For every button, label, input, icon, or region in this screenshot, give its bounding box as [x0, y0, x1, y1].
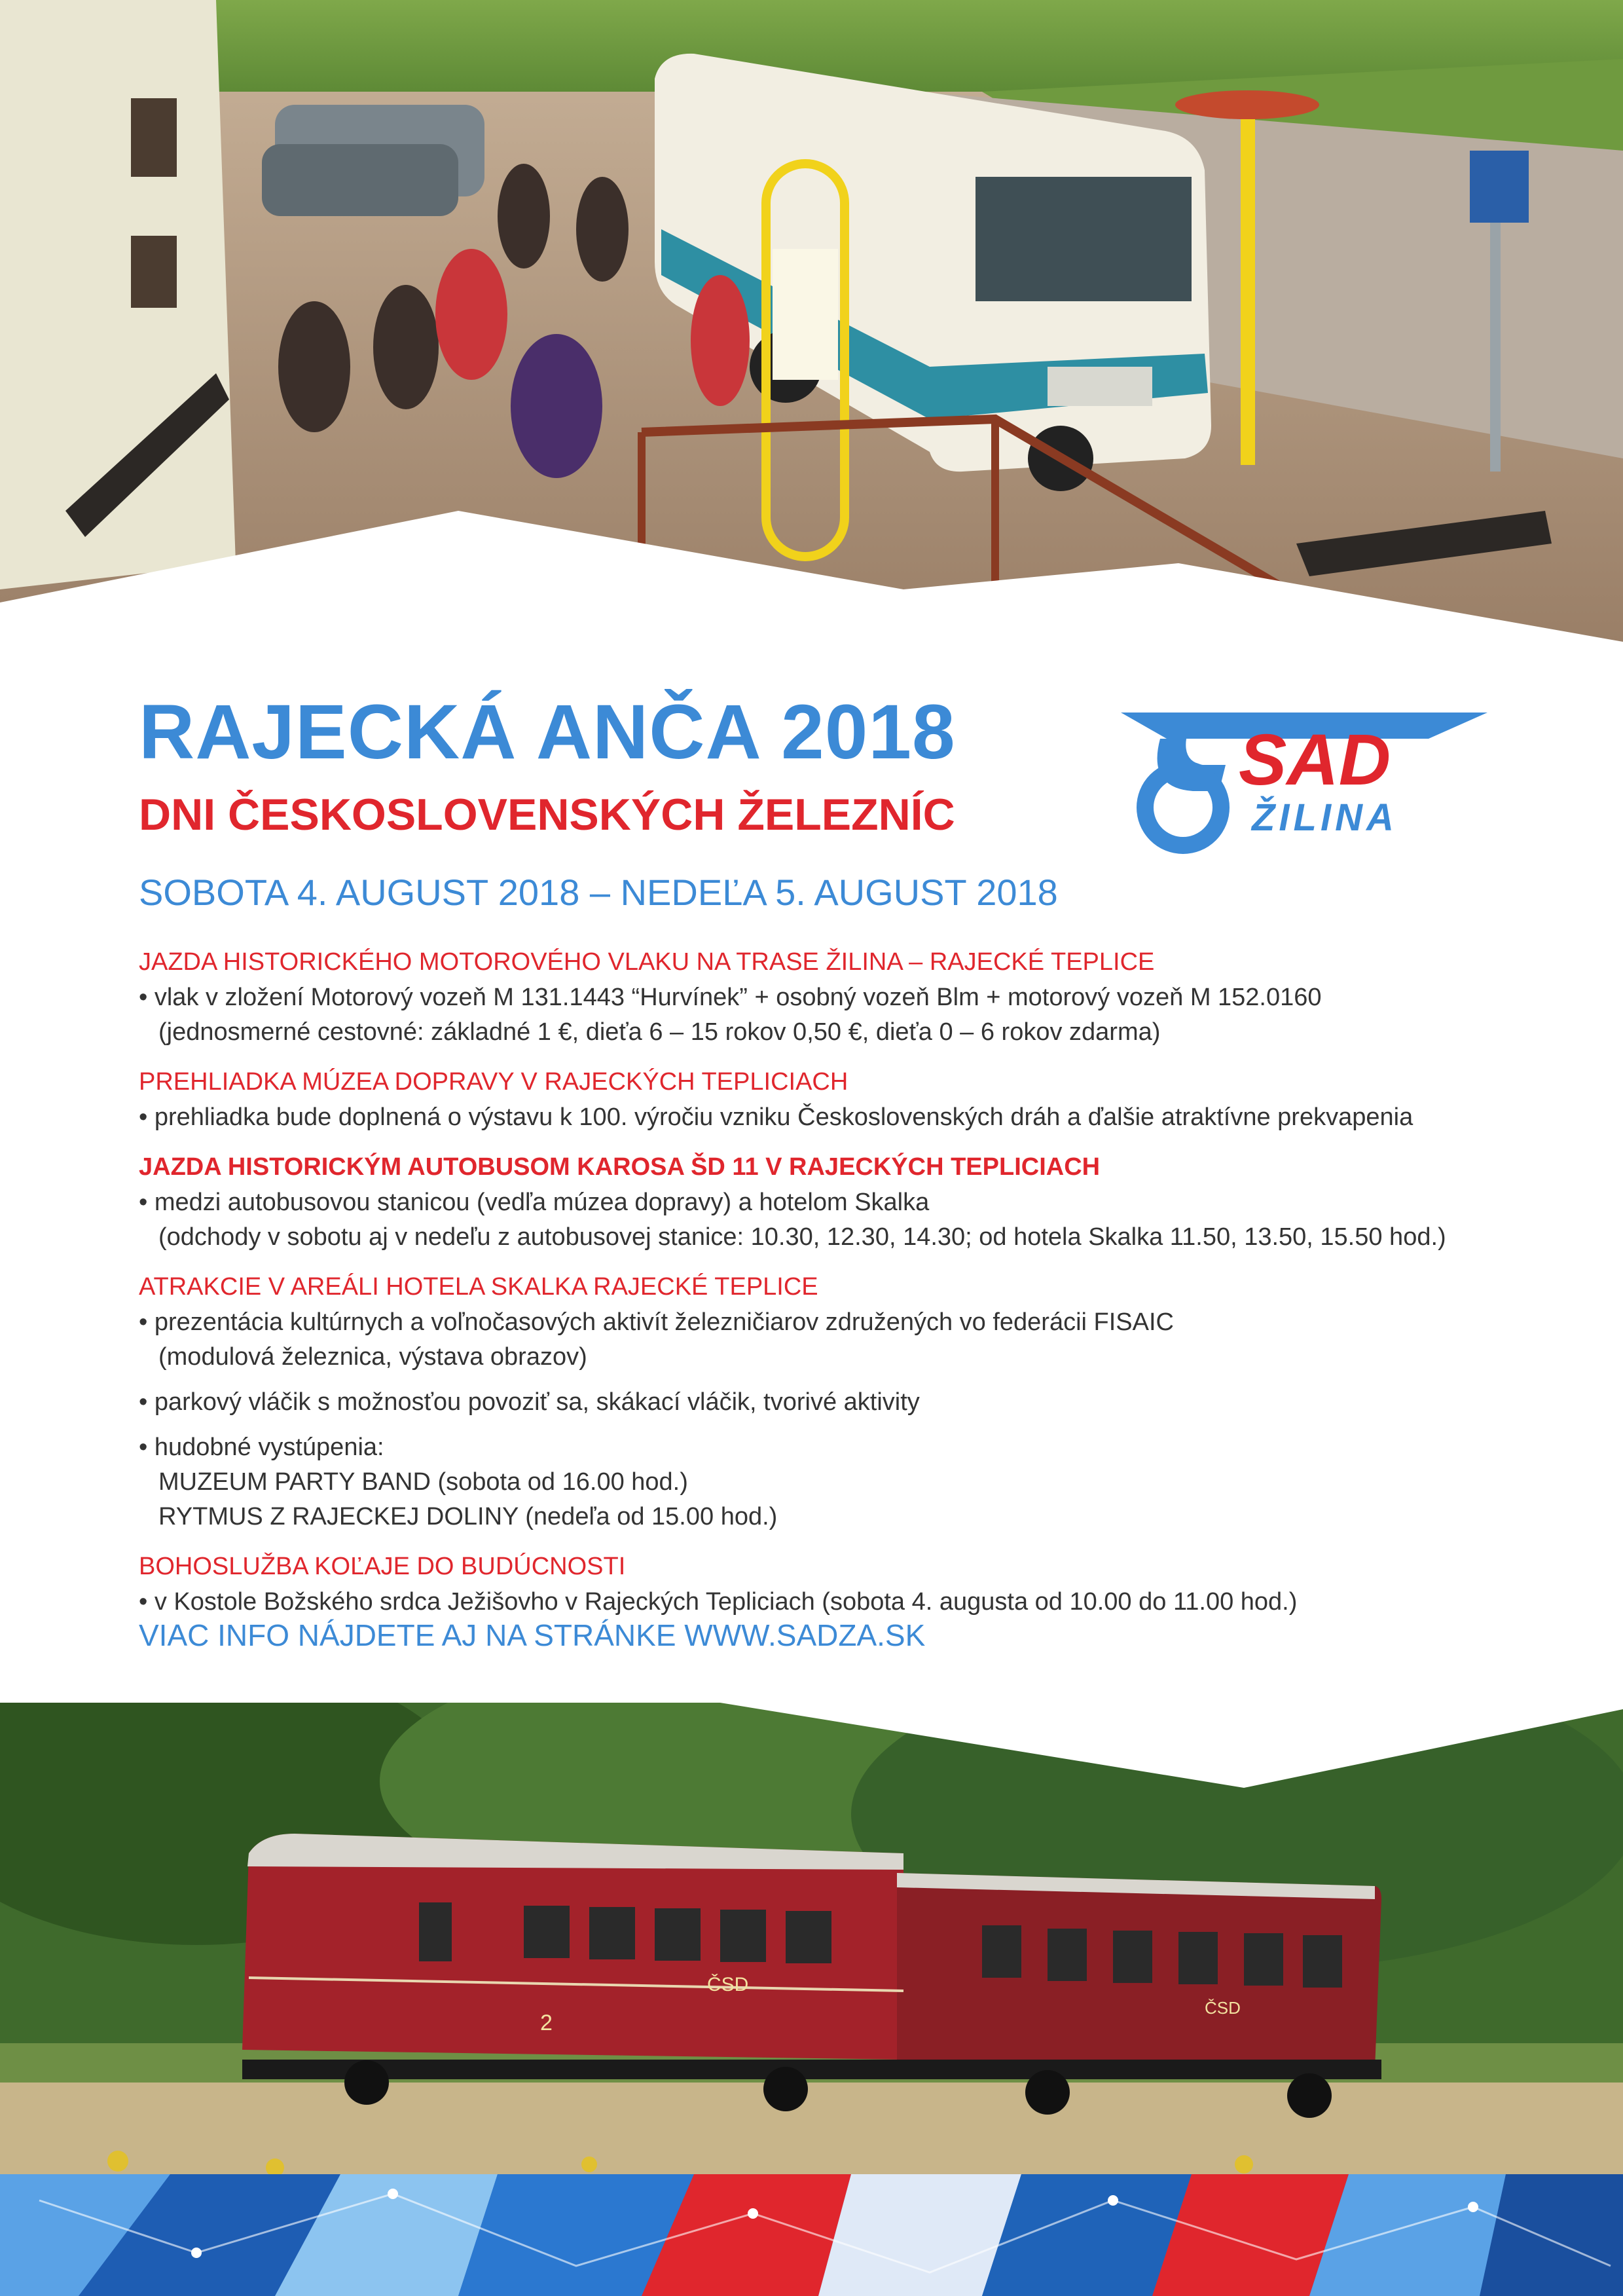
- program-list: [139, 948, 1514, 1638]
- section-heading: PREHLIADKA MÚZEA DOPRAVY V RAJECKÝCH TEPLICIACH: [139, 1068, 848, 1096]
- section-line: • parkový vláčik s možnosťou povoziť sa, skákací vláčik, tvorivé aktivity: [139, 1388, 920, 1416]
- section-heading: JAZDA HISTORICKÉHO MOTOROVÉHO VLAKU NA TRASE ŽILINA – RAJECKÉ TEPLICE: [139, 948, 1155, 976]
- section-line: (odchody v sobotu aj v nedeľu z autobusovej stanice: 10.30, 12.30, 14.30; od hotela Skalka 11.50, 13.50, 15.50 hod.): [158, 1223, 1446, 1251]
- section-bus-ride: [139, 1153, 1514, 1255]
- car2-mark: ČSD: [1205, 1998, 1241, 2018]
- section-line: (modulová železnica, výstava obrazov): [158, 1343, 587, 1371]
- page-title: RAJECKÁ ANČA 2018: [139, 689, 956, 775]
- section-line: MUZEUM PARTY BAND (sobota od 16.00 hod.): [158, 1468, 688, 1496]
- section-line: • vlak v zložení Motorový vozeň M 131.1443 “Hurvínek” + osobný vozeň Blm + motorový vozeň M 152.0160: [139, 984, 1322, 1011]
- class-number: 2: [540, 2010, 553, 2035]
- logo-brand: SAD: [1239, 720, 1391, 800]
- section-heading: ATRAKCIE V AREÁLI HOTELA SKALKA RAJECKÉ TEPLICE: [139, 1273, 818, 1301]
- car1-mark: ČSD: [707, 1974, 749, 1995]
- train-illustration: [0, 1703, 1623, 2187]
- section-line: • prehliadka bude doplnená o výstavu k 100. výročiu vzniku Československých dráh a ďalšie atraktívne prekvapenia: [139, 1103, 1413, 1131]
- section-line: • prezentácia kultúrnych a voľnočasových aktivít železničiarov združených vo federácii FISAIC: [139, 1308, 1174, 1336]
- section-line: • hudobné vystúpenia:: [139, 1434, 384, 1461]
- section-line: (jednosmerné cestovné: základné 1 €, dieťa 6 – 15 rokov 0,50 €, dieťa 0 – 6 rokov zdarma): [158, 1018, 1161, 1046]
- more-info-link[interactable]: VIAC INFO NÁJDETE AJ NA STRÁNKE WWW.SADZA.SK: [139, 1618, 926, 1652]
- event-dates: SOBOTA 4. AUGUST 2018 – NEDEĽA 5. AUGUST 2018: [139, 872, 1058, 913]
- section-service: [139, 1553, 1514, 1620]
- sad-logo-graphic: [1121, 699, 1501, 857]
- footer-pattern: [0, 2174, 1623, 2296]
- top-photo-bus-station: [0, 0, 1623, 642]
- polygon-pattern: [0, 2174, 1623, 2296]
- section-line: • v Kostole Božského srdca Ježišovho v Rajeckých Tepliciach (sobota 4. augusta od 10.00 do 11.00 hod.): [139, 1588, 1298, 1616]
- bottom-photo-historic-train: [0, 1703, 1623, 2187]
- logo-city: ŽILINA: [1252, 796, 1398, 839]
- page-subtitle: DNI ČESKOSLOVENSKÝCH ŽELEZNÍC: [139, 790, 955, 840]
- sad-zilina-logo: [1121, 699, 1501, 857]
- bus-station-illustration: [0, 0, 1623, 642]
- section-line: RYTMUS Z RAJECKEJ DOLINY (nedeľa od 15.00 hod.): [158, 1503, 778, 1530]
- section-train-ride: [139, 948, 1514, 1050]
- section-attractions: [139, 1273, 1514, 1534]
- section-line: • medzi autobusovou stanicou (vedľa múzea dopravy) a hotelom Skalka: [139, 1189, 930, 1216]
- section-heading: JAZDA HISTORICKÝM AUTOBUSOM KAROSA ŠD 11 V RAJECKÝCH TEPLICIACH: [139, 1153, 1101, 1181]
- section-heading: BOHOSLUŽBA KOĽAJE DO BUDÚCNOSTI: [139, 1553, 626, 1580]
- section-museum: [139, 1068, 1514, 1135]
